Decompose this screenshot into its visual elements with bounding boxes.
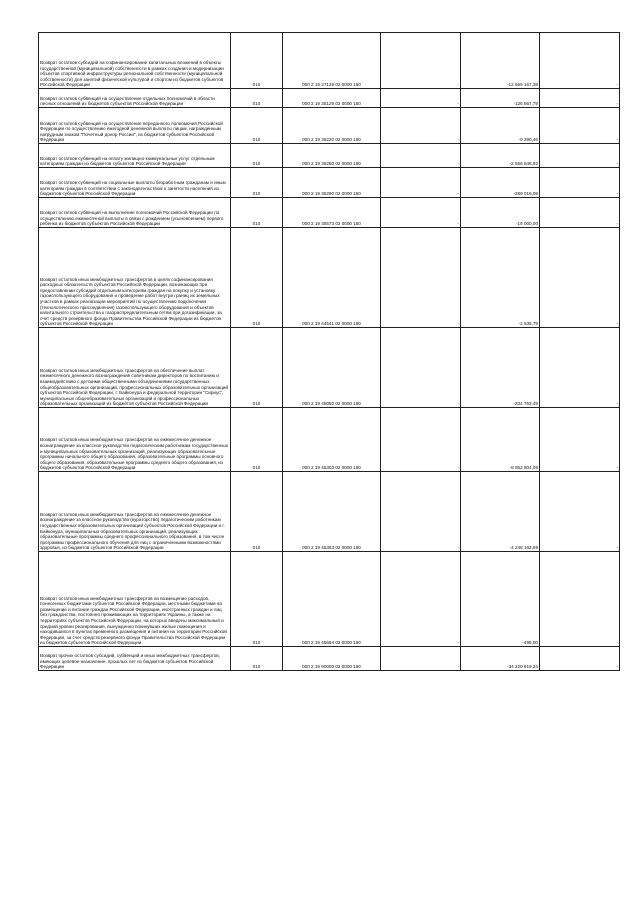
row-approved-cell: - xyxy=(381,89,461,108)
row-budget-code-cell: 000 2 19 44541 02 0000 150 xyxy=(283,228,381,328)
row-line-code-cell: 010 xyxy=(231,89,283,108)
row-unexecuted-cell: - xyxy=(540,552,620,647)
table-row xyxy=(39,144,620,168)
row-unexecuted-cell: - xyxy=(540,228,620,328)
table-row xyxy=(39,108,620,144)
row-budget-code-cell: 000 2 19 35220 02 0000 150 xyxy=(283,108,381,144)
row-line-code-cell: 010 xyxy=(231,108,283,144)
row-budget-code-cell: 000 2 19 35129 02 0000 150 xyxy=(283,89,381,108)
row-unexecuted-cell: - xyxy=(540,472,620,552)
table-row xyxy=(39,198,620,228)
row-name-cell: Возврат остатков иных межбюджетных трансфертов на ежемесячное денежное вознаграждение за классное руководство (кураторство) педагогическим работникам государственных образовательных организаций субъектов Российской Федерации и г. Байконура, муниципальных образовательных организаций, реализующих образовательные программы среднего профессионального образования, в том числе программы профессионального обучения для лиц с ограниченными возможностями здоровья, из бюджетов субъектов Российской Федерации xyxy=(39,472,231,552)
row-executed-cell: -334 763,49 xyxy=(461,328,540,408)
row-approved-cell: - xyxy=(381,144,461,168)
row-approved-cell: - xyxy=(381,647,461,671)
row-name-cell: Возврат остатков иных межбюджетных трансфертов на возмещение расходов, понесенных бюджетами субъектов Российской Федерации, местными бюджетами на размещение и питание граждан Российской Федерации, иностранных граждан и лиц без гражданства, постоянно проживающих на территориях Украины, а также на территориях субъектов Российской Федерации, на которых введены максимальный и средний уровни реагирования, вынужденно покинувших жилые помещения и находившихся в пунктах временного размещения и питания на территории Российской Федерации, за счет средств резервного фонда Правительства Российской Федерации из бюджетов субъектов Российской Федерации xyxy=(39,552,231,647)
row-budget-code-cell: 000 2 19 45050 02 0000 150 xyxy=(283,328,381,408)
row-executed-cell: -4 248 163,89 xyxy=(461,472,540,552)
row-line-code-cell: 010 xyxy=(231,328,283,408)
table-row xyxy=(39,89,620,108)
row-name-cell: Возврат остатков субвенций на оплату жилищно-коммунальных услуг отдельным категориям граждан из бюджетов субъектов Российской Федерации xyxy=(39,144,231,168)
row-line-code-cell: 010 xyxy=(231,647,283,671)
row-name-cell: Возврат остатков иных межбюджетных трансфертов на обеспечение выплат ежемесячного денежного вознаграждения советникам директоров по воспитанию и взаимодействию с детскими общественными объединениями государственных общеобразовательных организаций, профессиональных образовательных организаций субъектов Российской Федерации, г. Байконура и федеральной территории "Сириус", муниципальных общеобразовательных организаций и профессиональных образовательных организаций из бюджетов субъектов Российской Федерации xyxy=(39,328,231,408)
row-executed-cell: -289 016,09 xyxy=(461,168,540,198)
row-executed-cell: -19 000,00 xyxy=(461,198,540,228)
row-budget-code-cell: 000 2 19 90000 02 0000 150 xyxy=(283,647,381,671)
row-budget-code-cell: 000 2 19 45303 02 0000 150 xyxy=(283,408,381,472)
row-name-cell: Возврат остатков иных межбюджетных трансфертов в целях софинансирования расходных обязательств субъектов Российской Федерации, возникающих при предоставлении субсидий отдельным категориям граждан на покупку и установку газоиспользующего оборудования и проведение работ внутри границ их земельных участков в рамках реализации мероприятий по осуществлению подключения (технологического присоединения) газоиспользующего оборудования и объектов капитального строительства к газораспределительным сетям при догазификации, за счет средств резервного фонда Правительства Российской Федерации из бюджетов субъектов Российской Федерации xyxy=(39,228,231,328)
row-approved-cell: - xyxy=(381,228,461,328)
row-name-cell: Возврат остатков иных межбюджетных трансфертов на ежемесячное денежное вознаграждение за классное руководство педагогическим работникам государственных и муниципальных образовательных организаций, реализующих образовательные программы начального общего образования, образовательные программы основного общего образования, образовательные программы среднего общего образования, из бюджетов субъектов Российской Федерации xyxy=(39,408,231,472)
row-unexecuted-cell: - xyxy=(540,647,620,671)
row-line-code-cell: 010 xyxy=(231,198,283,228)
row-executed-cell: -2 556 846,92 xyxy=(461,144,540,168)
row-approved-cell: - xyxy=(381,328,461,408)
row-line-code-cell: 010 xyxy=(231,168,283,198)
row-unexecuted-cell: - xyxy=(540,198,620,228)
row-line-code-cell: 010 xyxy=(231,408,283,472)
budget-table xyxy=(38,32,620,671)
table-row xyxy=(39,408,620,472)
row-name-cell: Возврат прочих остатков субсидий, субвенций и иных межбюджетных трансфертов, имеющих целевое назначение, прошлых лет из бюджетов субъектов Российской Федерации xyxy=(39,647,231,671)
row-name-cell: Возврат остатков субсидий на софинансирование капитальных вложений в объекты государственной (муниципальной) собственности в рамках создания и модернизации объектов спортивной инфраструктуры региональной собственности (муниципальной собственности) для занятий физической культурой и спортом из бюджетов субъектов Российской Федерации xyxy=(39,33,231,89)
row-unexecuted-cell: - xyxy=(540,168,620,198)
row-line-code-cell: 010 xyxy=(231,552,283,647)
row-unexecuted-cell: - xyxy=(540,328,620,408)
budget-table-body xyxy=(39,33,620,671)
row-budget-code-cell: 000 2 19 35250 02 0000 150 xyxy=(283,144,381,168)
row-approved-cell: - xyxy=(381,168,461,198)
row-budget-code-cell: 000 2 19 27139 02 0000 150 xyxy=(283,33,381,89)
table-row xyxy=(39,472,620,552)
row-executed-cell: -34 220 919,24 xyxy=(461,647,540,671)
row-unexecuted-cell: - xyxy=(540,33,620,89)
row-approved-cell: - xyxy=(381,198,461,228)
row-line-code-cell: 010 xyxy=(231,472,283,552)
row-budget-code-cell: 000 2 19 35573 02 0000 150 xyxy=(283,198,381,228)
row-budget-code-cell: 000 2 19 45694 02 0000 150 xyxy=(283,552,381,647)
row-approved-cell: - xyxy=(381,408,461,472)
table-row xyxy=(39,647,620,671)
row-budget-code-cell: 000 2 19 35290 02 0000 150 xyxy=(283,168,381,198)
row-unexecuted-cell: - xyxy=(540,89,620,108)
row-name-cell: Возврат остатков субвенций на выполнение полномочий Российской Федерации по осуществлению ежемесячной выплаты в связи с рождением (усыновлением) первого ребенка из бюджетов субъектов Российской Федерации xyxy=(39,198,231,228)
row-executed-cell: -8 952 804,06 xyxy=(461,408,540,472)
row-line-code-cell: 010 xyxy=(231,33,283,89)
row-executed-cell: -2 535,79 xyxy=(461,228,540,328)
row-executed-cell: -9 290,46 xyxy=(461,108,540,144)
table-row xyxy=(39,168,620,198)
table-row xyxy=(39,228,620,328)
table-row xyxy=(39,552,620,647)
row-executed-cell: -126 867,79 xyxy=(461,89,540,108)
row-unexecuted-cell: - xyxy=(540,408,620,472)
table-row xyxy=(39,328,620,408)
row-executed-cell: -12 669 167,38 xyxy=(461,33,540,89)
row-line-code-cell: 010 xyxy=(231,144,283,168)
row-unexecuted-cell: - xyxy=(540,108,620,144)
row-name-cell: Возврат остатков субвенций на осуществление переданного полномочия Российской Федерации по осуществлению ежегодной денежной выплаты лицам, награжденным нагрудным знаком "Почетный донор России", из бюджетов субъектов Российской Федерации xyxy=(39,108,231,144)
table-row xyxy=(39,33,620,89)
row-approved-cell: - xyxy=(381,108,461,144)
row-approved-cell: - xyxy=(381,552,461,647)
row-line-code-cell: 010 xyxy=(231,228,283,328)
row-name-cell: Возврат остатков субвенций на социальные выплаты безработным гражданам и иным категориям граждан в соответствии с законодательством о занятости населения из бюджетов субъектов Российской Федерации xyxy=(39,168,231,198)
row-budget-code-cell: 000 2 19 45363 02 0000 150 xyxy=(283,472,381,552)
row-approved-cell: - xyxy=(381,33,461,89)
row-name-cell: Возврат остатков субвенций на осуществление отдельных полномочий в области лесных отношений из бюджетов субъектов Российской Федерации xyxy=(39,89,231,108)
row-executed-cell: -495,00 xyxy=(461,552,540,647)
row-approved-cell: - xyxy=(381,472,461,552)
row-unexecuted-cell: - xyxy=(540,144,620,168)
